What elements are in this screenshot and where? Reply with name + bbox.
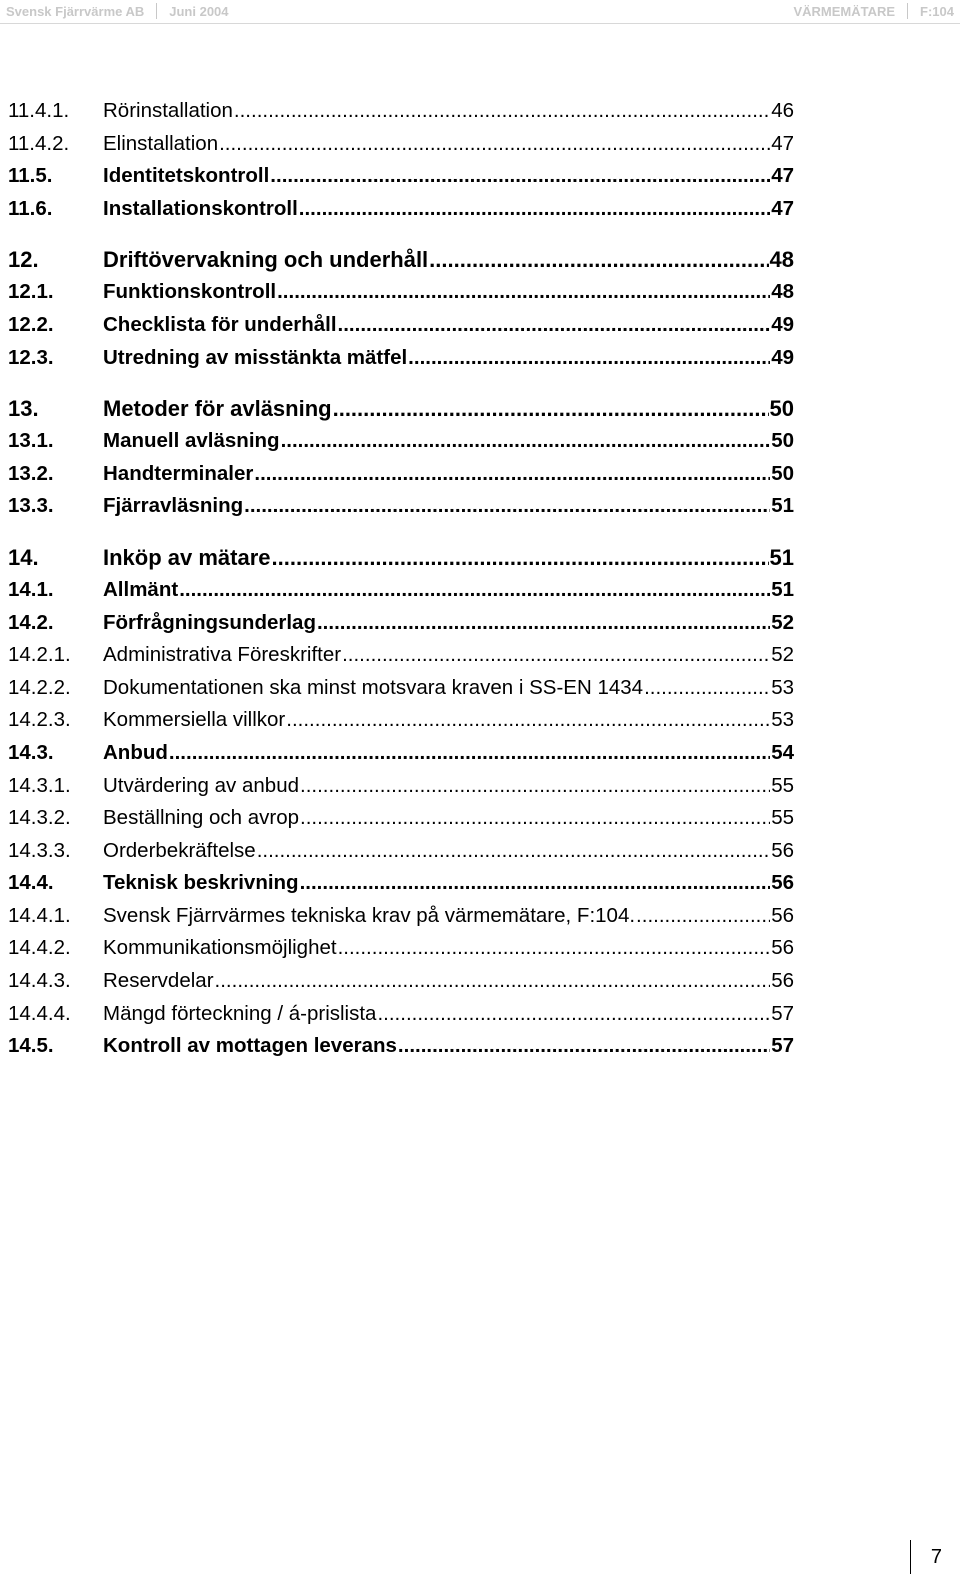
- toc-entry-page: 49: [771, 312, 794, 336]
- toc-entry-number: 14.5.: [8, 1034, 54, 1058]
- toc-entry-page: 56: [771, 903, 794, 927]
- toc-dot-leader: [234, 95, 770, 128]
- toc-entry[interactable]: [8, 770, 794, 803]
- header-date: Juni 2004: [169, 3, 229, 19]
- toc-dot-leader: [429, 243, 768, 276]
- toc-entry[interactable]: [8, 639, 794, 672]
- page-footer: [910, 1540, 942, 1574]
- toc-entry[interactable]: [8, 835, 794, 868]
- toc-entry-number: 14.4.3.: [8, 969, 71, 993]
- toc-entry-number: 14.2.2.: [8, 675, 71, 699]
- toc-entry-title: Kommunikationsmöjlighet: [103, 936, 337, 960]
- toc-entry-title: Allmänt: [103, 577, 179, 601]
- toc-entry[interactable]: [8, 998, 794, 1031]
- toc-dot-leader: [300, 867, 771, 900]
- toc-entry-title: Utredning av misstänkta mätfel: [103, 345, 408, 369]
- toc-dot-leader: [644, 672, 770, 705]
- toc-entry-number: 14.3.2.: [8, 806, 71, 830]
- toc-entry-page: 55: [771, 773, 794, 797]
- toc-entry[interactable]: [8, 932, 794, 965]
- toc-dot-leader: [281, 425, 771, 458]
- toc-entry[interactable]: [8, 425, 794, 458]
- toc-dot-leader: [215, 965, 771, 998]
- toc-entry-title: Rörinstallation: [103, 99, 233, 122]
- toc-dot-leader: [286, 704, 770, 737]
- toc-entry-number: 14.4.: [8, 871, 54, 895]
- toc-dot-leader: [270, 160, 770, 193]
- toc-entry-title: Handterminaler: [103, 461, 254, 485]
- toc-dot-leader: [254, 458, 770, 491]
- toc-entry-title: Identitetskontroll: [103, 164, 270, 188]
- toc-entry-number: 14.4.2.: [8, 936, 71, 960]
- toc-dot-leader: [300, 770, 770, 803]
- header-rule: [0, 23, 960, 24]
- toc-entry-title: Administrativa Föreskrifter: [103, 643, 342, 667]
- toc-entry-title: Anbud: [103, 740, 168, 764]
- toc-dot-leader: [338, 932, 771, 965]
- toc-entry-page: 50: [771, 429, 794, 453]
- toc-dot-leader: [272, 541, 769, 574]
- toc-entry-page: 54: [771, 740, 794, 764]
- toc-dot-leader: [338, 309, 771, 342]
- toc-entry-number: 14.3.3.: [8, 838, 71, 862]
- toc-entry-page: 47: [771, 131, 794, 155]
- toc-entry-number: 11.5.: [8, 164, 53, 188]
- toc-dot-leader: [317, 607, 770, 640]
- toc-entry-number: 14.4.4.: [8, 1001, 71, 1025]
- toc-entry-page: 56: [771, 969, 794, 993]
- toc-dot-leader: [333, 392, 769, 425]
- toc-entry-page: 57: [771, 1001, 794, 1025]
- toc-entry-title: Metoder för avläsning: [103, 396, 332, 422]
- toc-entry-page: 53: [771, 675, 794, 699]
- header-org: Svensk Fjärrvärme AB: [6, 3, 145, 19]
- toc-entry-number: 14.2.3.: [8, 708, 71, 732]
- toc-entry-title: Mängd förteckning / á-prislista: [103, 1001, 377, 1025]
- toc-dot-leader: [169, 737, 770, 770]
- header-left: [6, 3, 229, 19]
- toc-entry-page: 50: [769, 396, 794, 422]
- toc-entry-title: Installationskontroll: [103, 196, 298, 220]
- toc-entry-title: Reservdelar: [103, 969, 214, 993]
- toc-entry-number: 11.4.2.: [8, 131, 70, 155]
- toc-entry-page: 55: [771, 806, 794, 830]
- toc-entry-number: 14.1.: [8, 577, 54, 601]
- toc-entry-page: 46: [771, 99, 794, 122]
- table-of-contents: [8, 95, 794, 1063]
- header-doc-title: VÄRMEMÄTARE: [793, 3, 896, 19]
- toc-entry[interactable]: [8, 802, 794, 835]
- toc-dot-leader: [636, 900, 770, 933]
- toc-entry[interactable]: [8, 458, 794, 491]
- toc-entry-page: 51: [771, 494, 794, 518]
- toc-entry-page: 48: [769, 247, 794, 273]
- toc-entry-page: 51: [771, 577, 794, 601]
- toc-entry[interactable]: [8, 737, 794, 770]
- toc-entry-page: 56: [771, 838, 794, 862]
- footer-bar: [910, 1540, 911, 1574]
- toc-entry-title: Elinstallation: [103, 131, 219, 155]
- toc-dot-leader: [377, 998, 770, 1031]
- toc-entry[interactable]: [8, 128, 794, 161]
- toc-entry[interactable]: [8, 672, 794, 705]
- toc-entry-title: Beställning och avrop: [103, 806, 300, 830]
- toc-entry[interactable]: [8, 243, 794, 276]
- toc-entry-title: Svensk Fjärrvärmes tekniska krav på värmemätare, F:104.: [103, 903, 636, 927]
- toc-entry-title: Funktionskontroll: [103, 280, 277, 304]
- toc-entry[interactable]: [8, 342, 794, 375]
- toc-entry-number: 14.2.1.: [8, 643, 71, 667]
- toc-entry[interactable]: [8, 490, 794, 523]
- toc-entry[interactable]: [8, 160, 794, 193]
- toc-entry-number: 14.3.: [8, 740, 54, 764]
- toc-entry-number: 12.: [8, 247, 39, 273]
- toc-entry-title: Checklista för underhåll: [103, 312, 337, 336]
- toc-entry-page: 48: [771, 280, 794, 304]
- toc-entry-title: Kontroll av mottagen leverans: [103, 1034, 397, 1058]
- toc-dot-leader: [408, 342, 770, 375]
- toc-entry-title: Kommersiella villkor: [103, 708, 286, 732]
- toc-dot-leader: [300, 802, 770, 835]
- toc-entry-number: 11.6.: [8, 196, 53, 220]
- toc-entry[interactable]: [8, 392, 794, 425]
- toc-entry-number: 13.1.: [8, 429, 54, 453]
- toc-entry-page: 47: [771, 164, 794, 188]
- toc-entry-title: Manuell avläsning: [103, 429, 280, 453]
- toc-entry[interactable]: [8, 574, 794, 607]
- toc-entry-title: Orderbekräftelse: [103, 838, 256, 862]
- toc-entry-title: Förfrågningsunderlag: [103, 610, 316, 634]
- header-separator: [907, 3, 908, 19]
- toc-entry-page: 49: [771, 345, 794, 369]
- toc-entry-number: 11.4.1.: [8, 99, 70, 122]
- toc-dot-leader: [244, 490, 770, 523]
- toc-entry-number: 13.2.: [8, 461, 54, 485]
- toc-entry-number: 13.: [8, 396, 39, 422]
- toc-entry-number: 12.1.: [8, 280, 54, 304]
- toc-entry-page: 51: [769, 544, 794, 570]
- toc-entry[interactable]: [8, 900, 794, 933]
- toc-entry-page: 52: [771, 610, 794, 634]
- toc-dot-leader: [219, 128, 770, 161]
- toc-entry[interactable]: [8, 1030, 794, 1063]
- toc-entry[interactable]: [8, 541, 794, 574]
- toc-entry-page: 57: [771, 1034, 794, 1058]
- toc-entry-page: 56: [771, 936, 794, 960]
- toc-entry-title: Inköp av mätare: [103, 544, 271, 570]
- toc-entry-number: 12.2.: [8, 312, 54, 336]
- toc-dot-leader: [299, 193, 770, 226]
- toc-entry-title: Driftövervakning och underhåll: [103, 247, 429, 273]
- toc-entry[interactable]: [8, 704, 794, 737]
- toc-entry-title: Dokumentationen ska minst motsvara kraven i SS-EN 1434: [103, 675, 644, 699]
- toc-entry-number: 12.3.: [8, 345, 54, 369]
- toc-entry-title: Teknisk beskrivning: [103, 871, 299, 895]
- toc-dot-leader: [277, 276, 770, 309]
- toc-entry-number: 13.3.: [8, 494, 54, 518]
- header-right: [793, 3, 954, 19]
- toc-entry-page: 47: [771, 196, 794, 220]
- toc-dot-leader: [257, 835, 771, 868]
- toc-entry-page: 56: [771, 871, 794, 895]
- toc-entry[interactable]: [8, 276, 794, 309]
- toc-entry-page: 52: [771, 643, 794, 667]
- toc-entry[interactable]: [8, 965, 794, 998]
- toc-dot-leader: [398, 1030, 770, 1063]
- toc-entry[interactable]: [8, 867, 794, 900]
- toc-entry-number: 14.2.: [8, 610, 54, 634]
- toc-entry-number: 14.3.1.: [8, 773, 71, 797]
- toc-entry[interactable]: [8, 95, 794, 128]
- toc-entry-number: 14.: [8, 544, 39, 570]
- toc-entry-title: Utvärdering av anbud: [103, 773, 300, 797]
- toc-dot-leader: [342, 639, 770, 672]
- page-number: 7: [930, 1545, 942, 1568]
- header-separator: [156, 3, 157, 19]
- toc-entry[interactable]: [8, 309, 794, 342]
- toc-entry-page: 50: [771, 461, 794, 485]
- toc-dot-leader: [179, 574, 770, 607]
- toc-entry[interactable]: [8, 607, 794, 640]
- page-header: [0, 0, 960, 24]
- toc-entry-title: Fjärravläsning: [103, 494, 244, 518]
- toc-entry-number: 14.4.1.: [8, 903, 71, 927]
- header-doc-code: F:104: [920, 3, 954, 19]
- toc-entry-page: 53: [771, 708, 794, 732]
- toc-entry[interactable]: [8, 193, 794, 226]
